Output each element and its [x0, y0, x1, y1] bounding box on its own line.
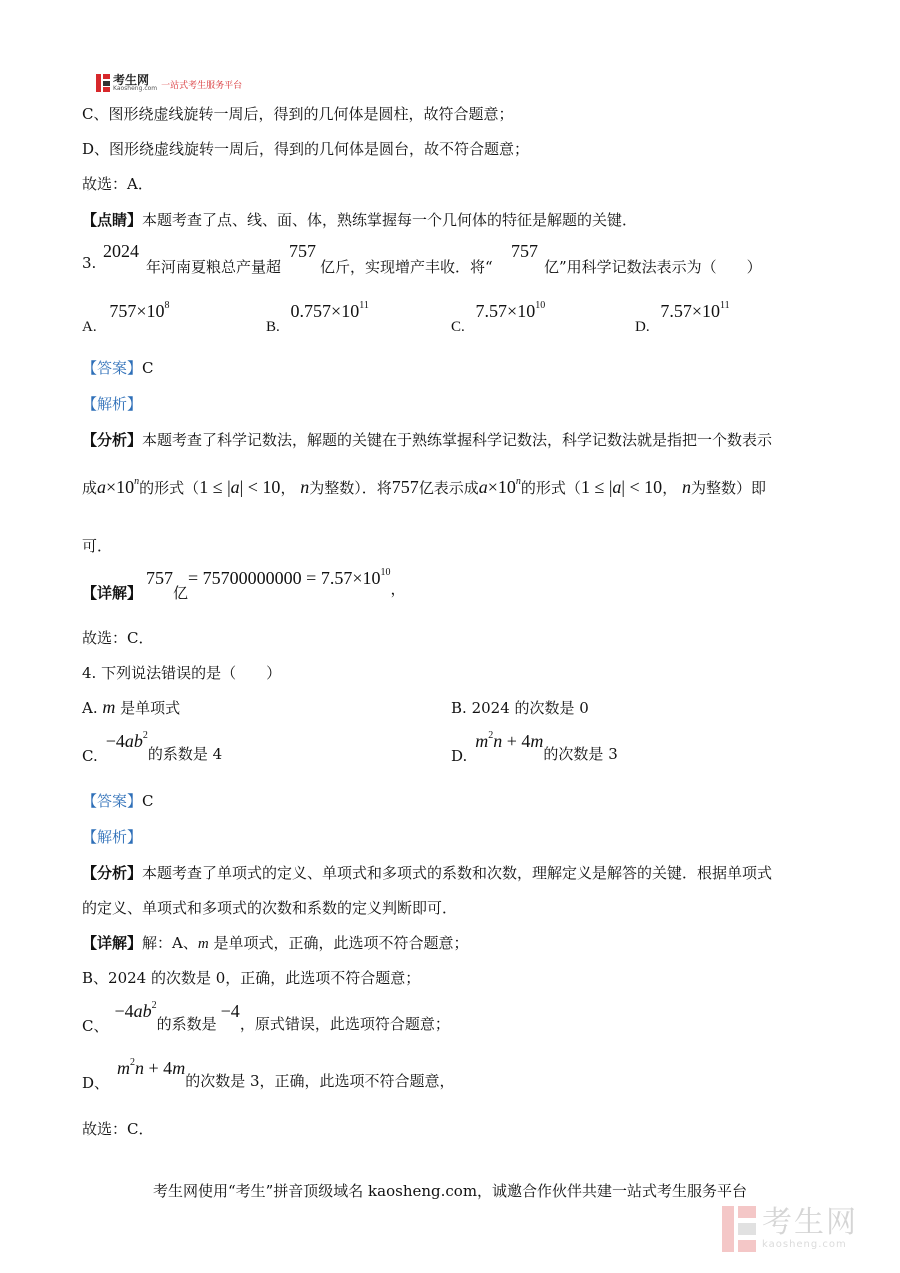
q4-option-c[interactable]: [82, 730, 223, 765]
watermark: [722, 1206, 858, 1252]
formula-neg4: −4: [220, 1001, 240, 1021]
option-exp: 11: [359, 300, 369, 311]
prev-line-d: D、图形绕虚线旋转一周后，得到的几何体是圆台，故不符合题意；: [82, 140, 530, 158]
watermark-name: 考生网: [762, 1205, 858, 1240]
formula-neg4ab2: $-4ab^2$: [114, 1000, 157, 1021]
answer-value: C: [142, 792, 154, 810]
comment-text: 本题考查了点、线、面、体，熟练掌握每一个几何体的特征是解题的关键．: [142, 211, 638, 229]
footer-text: 考生网使用“考生”拼音顶级域名 kaosheng.com，诚邀合作伙伴共建一站式考生服务平台: [152, 1182, 748, 1200]
q3-fenxi-1: [82, 429, 772, 450]
text: 的形式（: [139, 479, 200, 497]
option-label: B.: [266, 319, 280, 335]
q3-answer: [82, 357, 154, 378]
watermark-domain: kaosheng.com: [762, 1239, 847, 1250]
detail-tag: 【详解】: [82, 584, 143, 602]
q3-text-3: 亿”用科学记数法表示为（ ）: [544, 258, 762, 276]
q4-detail-3: [82, 1000, 450, 1035]
q4-detail-4: [82, 1057, 455, 1092]
fenxi-tag: 【分析】: [82, 431, 143, 449]
text: 解：A、: [142, 934, 198, 952]
q4-fenxi-1: [82, 862, 772, 883]
header-logo: [96, 72, 242, 94]
q4-analysis-tag: 【解析】: [82, 828, 143, 846]
q3-text-2: 亿斤，实现增产丰收．将“: [320, 258, 493, 276]
detail-end: ，: [390, 580, 406, 598]
formula-range: 1 ≤ |a| < 10: [199, 477, 281, 497]
fenxi-text: 本题考查了单项式的定义、单项式和多项式的系数和次数，理解定义是解答的关键．根据单项式: [142, 864, 773, 882]
q4-option-b[interactable]: [451, 697, 589, 718]
text: C、: [82, 1017, 109, 1035]
q3-year: 2024: [103, 241, 139, 261]
text: ，: [662, 479, 678, 497]
var-n: n: [300, 477, 310, 497]
formula-m2n-4m: $m^2n + 4m$: [117, 1057, 186, 1078]
num-757: 757: [391, 477, 419, 497]
text: 为整数）即: [690, 479, 766, 497]
detail-yi: 亿: [173, 584, 189, 602]
formula-m2n-4m: $m^2n + 4m$: [475, 730, 544, 751]
detail-eq: = 75700000000 = 7.57×10: [188, 568, 381, 588]
q3-757-a: 757: [289, 241, 316, 261]
option-text: 是单项式: [120, 699, 181, 717]
q3-choice: 故选：C．: [82, 629, 154, 647]
option-label: C.: [82, 747, 98, 765]
option-label: D.: [451, 747, 468, 765]
formula-range: 1 ≤ |a| < 10: [580, 477, 663, 497]
logo-slogan: 一站式考生服务平台: [161, 80, 243, 91]
text: 为整数）．将: [309, 479, 392, 497]
prev-line-c: C、图形绕虚线旋转一周后，得到的几何体是圆柱，故符合题意；: [82, 105, 514, 123]
q4-detail-1: [82, 932, 469, 953]
q4-detail-2: B、2024 的次数是 0，正确，此选项不符合题意；: [82, 969, 421, 987]
option-label: D.: [635, 319, 650, 335]
option-base: 0.757×10: [290, 301, 360, 321]
text: 的系数是: [156, 1015, 217, 1033]
logo-name: 考生网: [113, 73, 150, 87]
text: 是单项式，正确，此选项不符合题意；: [213, 934, 469, 952]
q3-option-b[interactable]: [266, 300, 369, 335]
q4-choice: 故选：C．: [82, 1120, 154, 1138]
q3-fenxi-3: 可．: [82, 537, 113, 555]
option-exp: 8: [164, 300, 170, 311]
q3-757-b: 757: [511, 241, 538, 261]
var-m: m: [102, 697, 116, 717]
formula-a10n: $a\times 10^n$: [97, 476, 140, 497]
text: 的次数是 3，正确，此选项不符合题意，: [185, 1072, 455, 1090]
text: ，原式错误，此选项符合题意；: [239, 1015, 450, 1033]
q4-stem: 4. 下列说法错误的是（ ）: [82, 664, 282, 682]
text: 的形式（: [520, 479, 581, 497]
text: ，: [280, 479, 296, 497]
q3-fenxi-2: [82, 476, 766, 498]
q3-option-c[interactable]: [451, 300, 546, 335]
watermark-logo-icon: [722, 1206, 756, 1252]
detail-tag: 【详解】: [82, 934, 143, 952]
prev-choice: 故选：A．: [82, 175, 153, 193]
option-exp: 10: [535, 300, 546, 311]
option-text: 2024 的次数是 0: [471, 699, 589, 717]
var-n: n: [681, 477, 691, 497]
option-base: 7.57×10: [475, 301, 536, 321]
formula-a10n: $a\times 10^n$: [478, 476, 521, 497]
fenxi-tag: 【分析】: [82, 864, 143, 882]
q4-option-d[interactable]: [451, 730, 618, 765]
text: 成: [82, 479, 98, 497]
q3-number: 3.: [82, 254, 97, 272]
q3-detail: [82, 567, 406, 602]
logo-icon: [96, 74, 110, 92]
q4-option-a[interactable]: [82, 697, 180, 718]
option-label: C.: [451, 319, 465, 335]
q3-option-a[interactable]: [82, 300, 170, 335]
logo-domain: Kaosheng.com: [113, 85, 158, 92]
var-m: m: [197, 936, 209, 952]
option-base: 7.57×10: [660, 301, 721, 321]
q4-answer: [82, 790, 154, 811]
text: D、: [82, 1074, 110, 1092]
answer-tag: 【答案】: [82, 359, 143, 377]
option-label: A.: [82, 699, 98, 717]
num-757: 757: [146, 568, 174, 588]
q3-text-1: 年河南夏粮总产量超: [146, 258, 282, 276]
fenxi-text: 本题考查了科学记数法，解题的关键在于熟练掌握科学记数法，科学记数法就是指把一个数表示: [142, 431, 773, 449]
comment-tag: 【点睛】: [82, 211, 143, 229]
answer-value: C: [142, 359, 154, 377]
option-exp: 11: [720, 300, 730, 311]
formula-neg4ab2: $-4ab^2$: [105, 730, 148, 751]
prev-comment: [82, 209, 637, 230]
option-label: A.: [82, 319, 97, 335]
option-text: 的系数是 4: [147, 745, 223, 763]
option-base: 757×10: [109, 301, 165, 321]
option-label: B.: [451, 699, 467, 717]
detail-equation: [188, 568, 390, 588]
q3-analysis-tag: 【解析】: [82, 395, 143, 413]
text: 亿表示成: [418, 479, 479, 497]
detail-exp: 10: [380, 567, 391, 578]
option-text: 的次数是 3: [543, 745, 618, 763]
answer-tag: 【答案】: [82, 792, 143, 810]
q4-fenxi-2: 的定义、单项式和多项式的次数和系数的定义判断即可．: [82, 899, 458, 917]
q3-option-d[interactable]: [635, 300, 730, 335]
